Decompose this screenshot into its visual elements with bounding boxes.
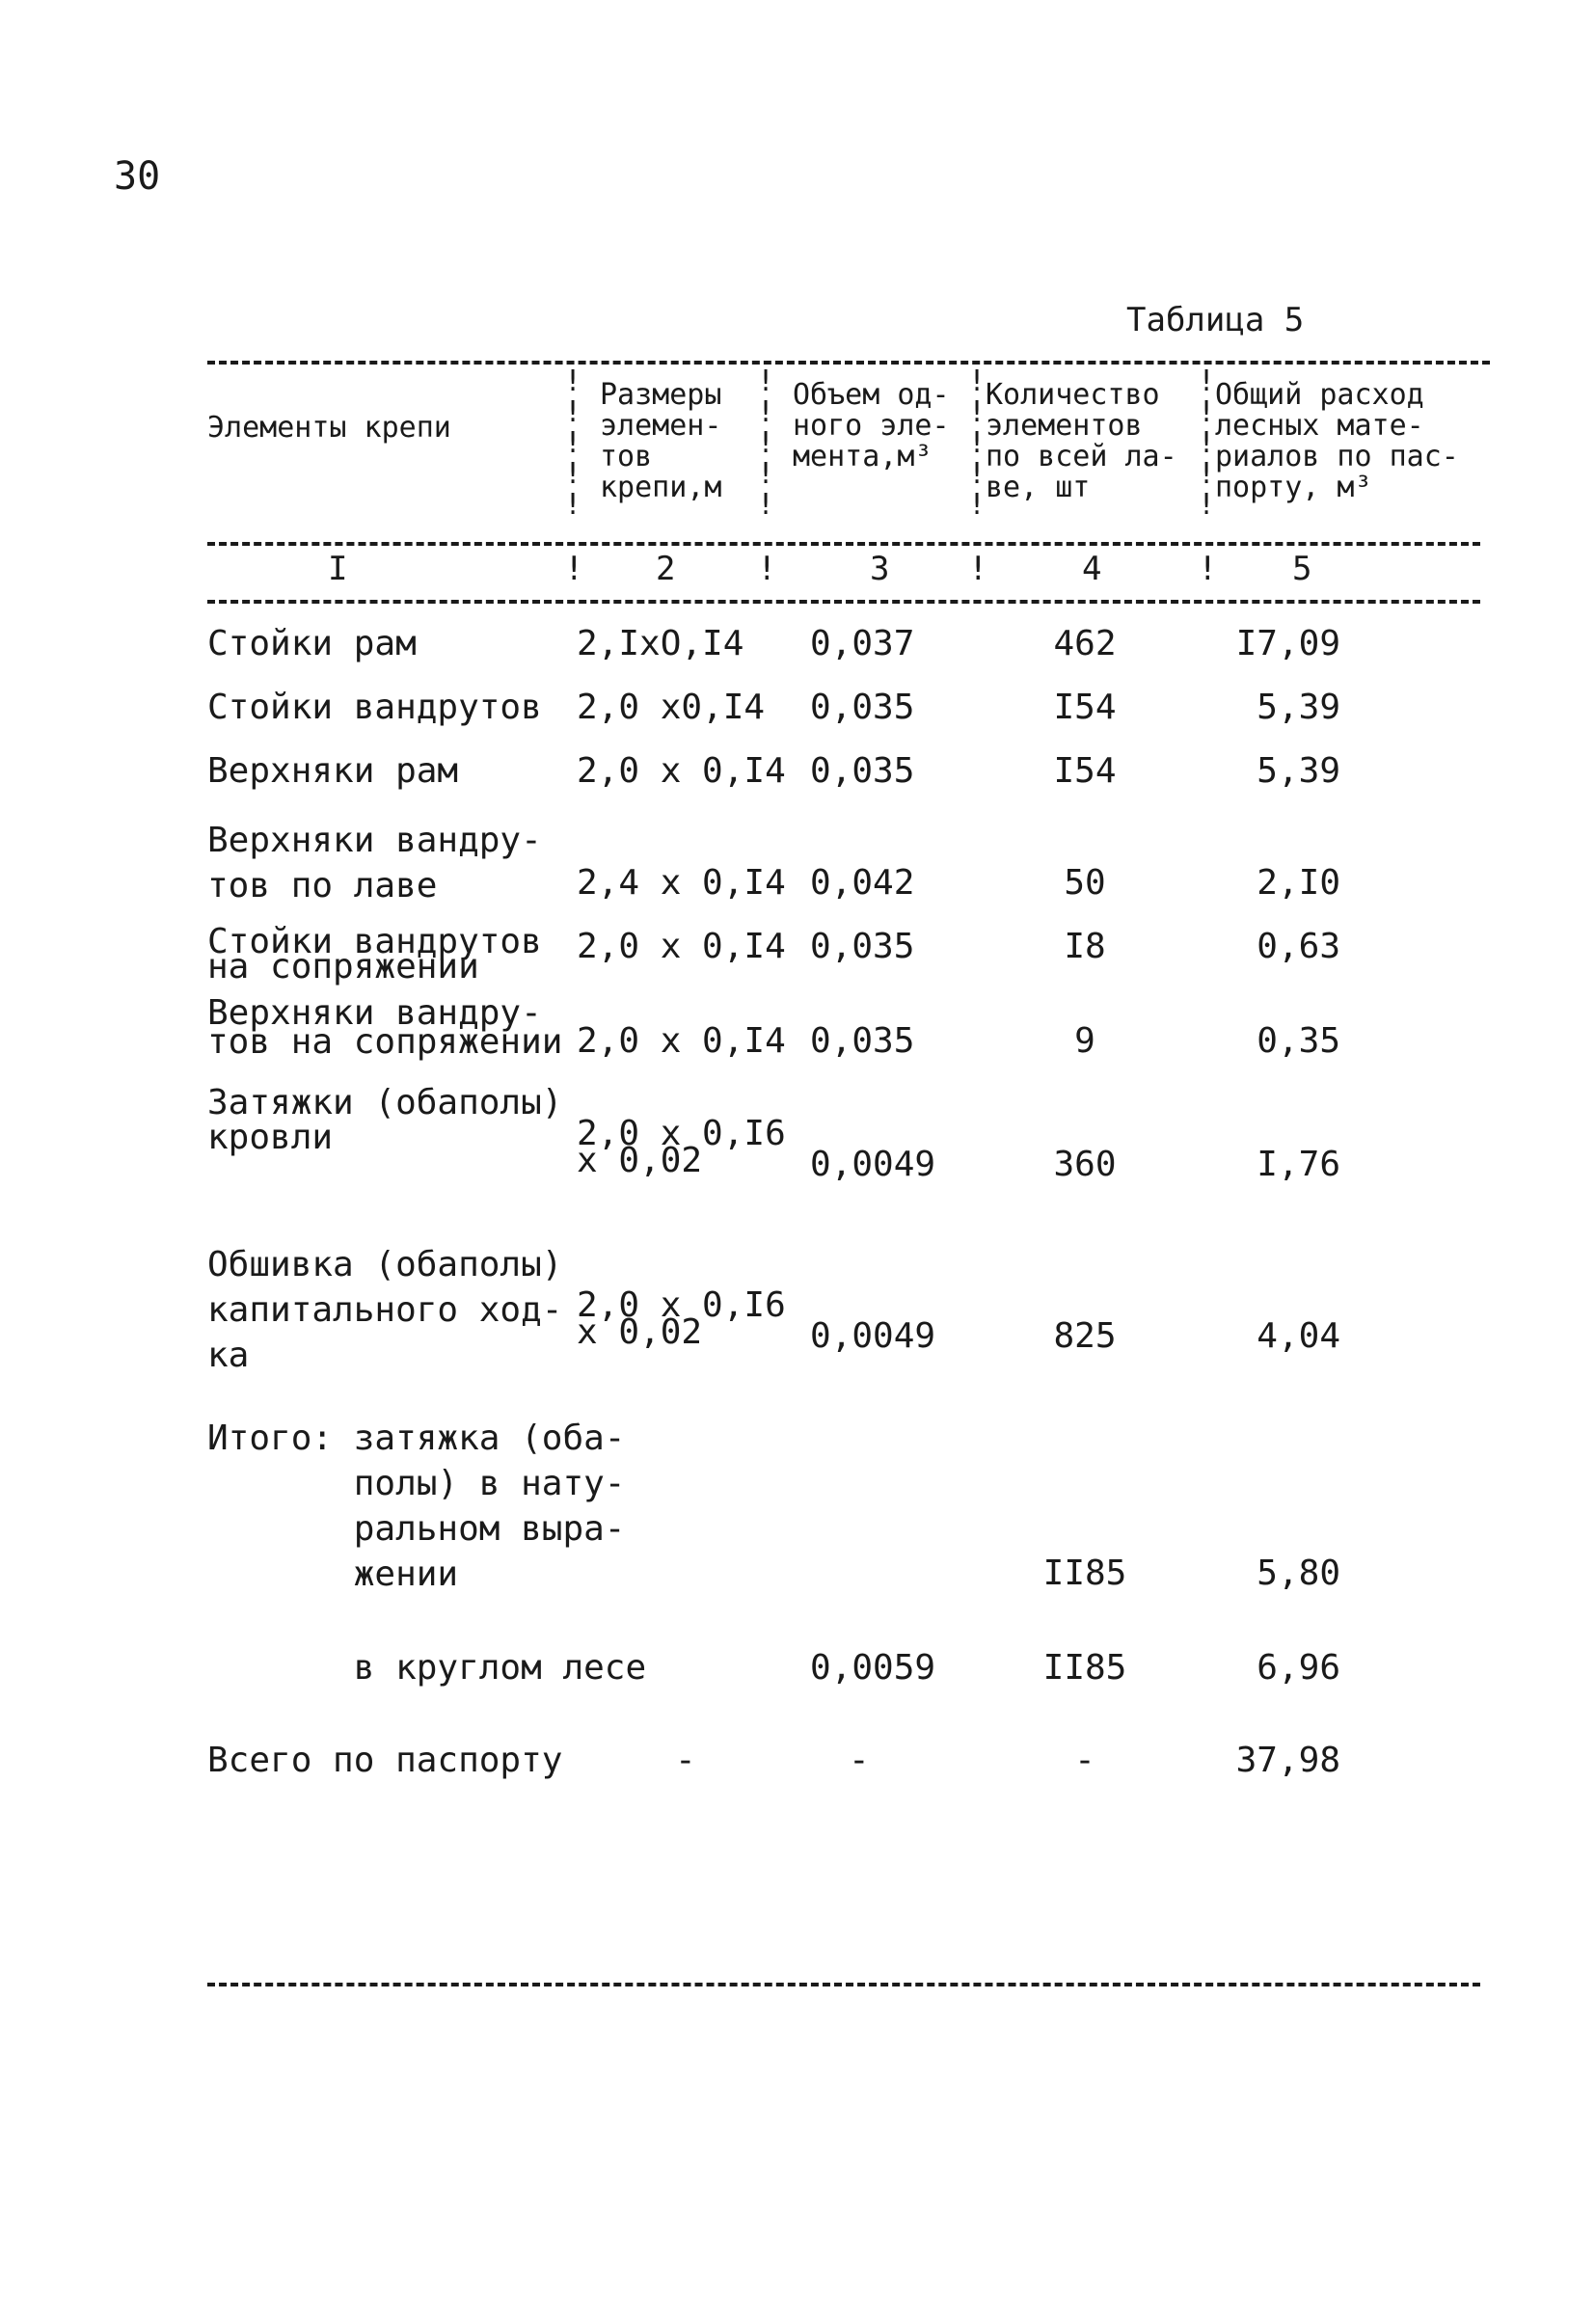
cell-element: Верхняки вандру- тов по лаве [207, 821, 542, 905]
column-number-separator: ! [968, 550, 988, 588]
header-total: Общий расход лесных мате- риалов по пас- порту, м³ [1215, 378, 1459, 504]
cell-volume: - [849, 1741, 870, 1780]
cell-volume: 0,037 [810, 624, 915, 663]
cell-volume: 0,0049 [810, 1316, 936, 1356]
cell-total: 0,63 [1257, 927, 1340, 966]
column-number: 3 [870, 550, 890, 588]
cell-total: 0,35 [1257, 1021, 1340, 1061]
column-number-separator: ! [1198, 550, 1218, 588]
header-separator: ! ! ! ! ! [757, 365, 775, 522]
cell-total: 4,04 [1257, 1316, 1340, 1356]
cell-count: I54 [1053, 688, 1117, 727]
header-bottom-rule [207, 542, 1480, 546]
cell-total: I,76 [1257, 1145, 1340, 1184]
cell-count: 9 [1074, 1021, 1095, 1061]
cell-element: Стойки вандрутов [207, 688, 542, 727]
cell-element: Стойки вандрутов на сопряжении [207, 922, 542, 986]
column-number-separator: ! [564, 550, 584, 588]
cell-volume: 0,0049 [810, 1145, 936, 1184]
header-volume: Объем од- ного эле- мента,м³ [793, 378, 950, 473]
cell-size: 2,0 x 0,I6 x 0,02 [577, 1114, 786, 1180]
column-number-separator: ! [757, 550, 777, 588]
cell-element: Всего по паспорту [207, 1741, 563, 1780]
cell-size: 2,0 x0,I4 [577, 688, 766, 727]
header-separator: ! ! ! ! ! [968, 365, 987, 522]
cell-volume: 0,0059 [810, 1648, 936, 1688]
cell-count: II85 [1042, 1554, 1127, 1593]
header-separator: ! ! ! ! ! [564, 365, 582, 522]
column-number: 5 [1292, 550, 1312, 588]
cell-size: 2,0 x 0,I4 [577, 1021, 786, 1061]
cell-element: Затяжки (обаполы) кровли [207, 1083, 563, 1157]
cell-total: I7,09 [1235, 624, 1340, 663]
table-caption: Таблица 5 [1126, 301, 1305, 339]
cell-element: Верхняки вандру- тов на сопряжении [207, 993, 563, 1062]
header-elements: Элементы крепи [207, 411, 451, 445]
header-separator: ! ! ! ! ! [1198, 365, 1216, 522]
cell-total: 5,39 [1257, 751, 1340, 791]
cell-size: 2,0 x 0,I4 [577, 927, 786, 966]
page-number: 30 [114, 154, 161, 199]
cell-total: 37,98 [1235, 1741, 1340, 1780]
cell-count: 50 [1064, 863, 1106, 903]
column-number: 4 [1082, 550, 1102, 588]
cell-count: II85 [1042, 1648, 1127, 1688]
cell-element: Итого: затяжка (оба- полы) в нату- ральном выра- жении [207, 1419, 626, 1594]
cell-element: в круглом лесе [207, 1648, 647, 1688]
table-top-rule [207, 361, 1490, 365]
cell-element: Обшивка (обаполы) капитального ход- ка [207, 1245, 563, 1375]
column-numbers-rule [207, 600, 1480, 604]
cell-volume: 0,035 [810, 688, 915, 727]
cell-volume: 0,042 [810, 863, 915, 903]
cell-count: 360 [1053, 1145, 1117, 1184]
cell-total: 5,80 [1257, 1554, 1340, 1593]
cell-count: I54 [1053, 751, 1117, 791]
header-sizes: Размеры элемен- тов крепи,м [600, 378, 722, 504]
cell-element: Верхняки рам [207, 751, 459, 791]
cell-size: 2,0 x 0,I4 [577, 751, 786, 791]
column-number: I [328, 550, 348, 588]
cell-size: 2,4 x 0,I4 [577, 863, 786, 903]
cell-count: 825 [1053, 1316, 1117, 1356]
header-count: Количество элементов по всей ла- ве, шт [986, 378, 1177, 504]
cell-volume: 0,035 [810, 751, 915, 791]
cell-total: 5,39 [1257, 688, 1340, 727]
cell-size: 2,0 x 0,I6 x 0,02 [577, 1285, 786, 1352]
column-number: 2 [656, 550, 676, 588]
cell-size: - [675, 1741, 696, 1780]
cell-volume: 0,035 [810, 927, 915, 966]
cell-count: 462 [1053, 624, 1117, 663]
cell-element: Стойки рам [207, 624, 417, 663]
cell-count: - [1074, 1741, 1095, 1780]
cell-volume: 0,035 [810, 1021, 915, 1061]
cell-count: I8 [1064, 927, 1106, 966]
cell-total: 2,I0 [1257, 863, 1340, 903]
cell-total: 6,96 [1257, 1648, 1340, 1688]
cell-size: 2,IxO,I4 [577, 624, 744, 663]
table-bottom-rule [207, 1983, 1480, 1986]
